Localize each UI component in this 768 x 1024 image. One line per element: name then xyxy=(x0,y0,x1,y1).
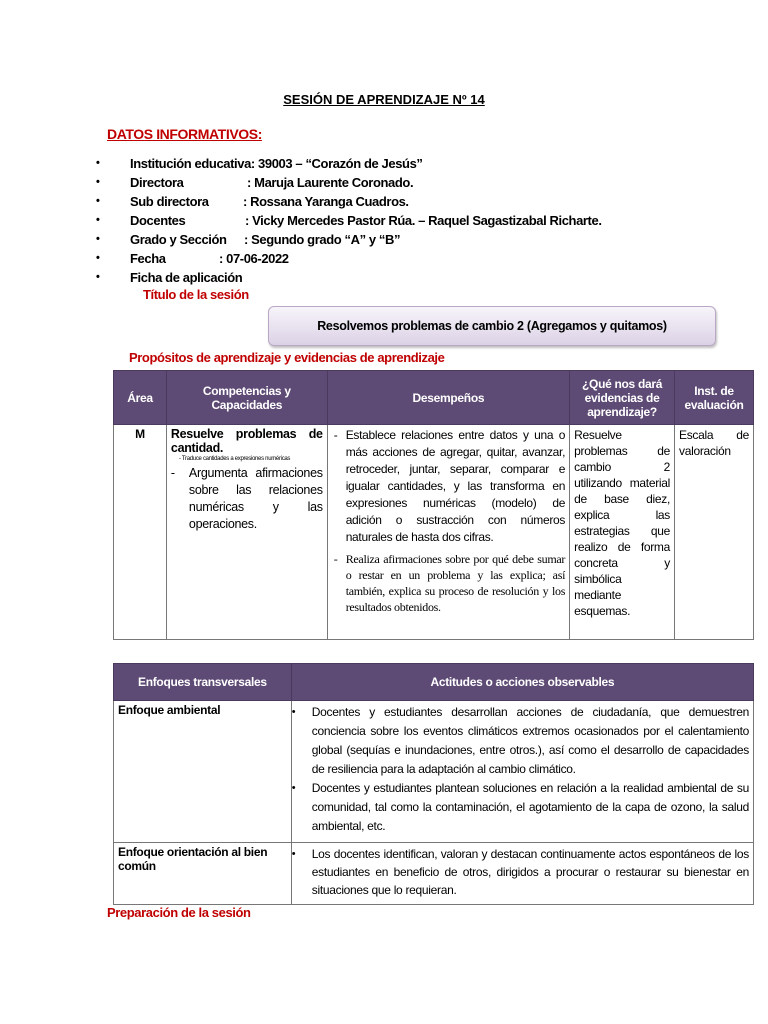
table-row xyxy=(114,425,754,640)
table-header-row xyxy=(114,371,754,425)
bullet-icon: • xyxy=(96,157,100,169)
propositos-heading: Propósitos de aprendizaje y evidencias de aprendizaje xyxy=(129,350,445,365)
desempeno-item: - Realiza afirmaciones sobre por qué debe sumar o restar en un problema y las explica; así también, explica su proceso de resolución y los resultados obtenidos. xyxy=(333,552,566,614)
preparacion-heading: Preparación de la sesión xyxy=(107,905,251,920)
table-row xyxy=(114,843,754,905)
desempenos-cell xyxy=(327,425,569,640)
header-competencias: Competencias y Capacidades xyxy=(166,371,327,425)
capacidad-item: - Argumenta afirmaciones sobre las relaciones numéricas y las operaciones. xyxy=(170,466,323,531)
header-evidencias: ¿Qué nos dará evidencias de aprendizaje? xyxy=(570,371,675,425)
bullet-icon: • xyxy=(291,782,296,794)
instrumento-cell: Escala de valoración xyxy=(675,425,754,640)
bullet-icon: • xyxy=(291,848,296,860)
bullet-icon: • xyxy=(96,233,100,245)
bullet-icon: • xyxy=(96,271,100,283)
capacidad-small-text: - Traduce cantidades a expresiones numéricas xyxy=(178,456,291,462)
actitudes-cell xyxy=(291,701,753,843)
actitud-item: • Docentes y estudiantes desarrollan acciones de ciudadanía, que demuestren conciencia sobre los eventos climáticos extremos ocasionados por el calentamiento global (sequías e inundaciones, entre otros.), así como el desarrollo de capacidades de resiliencia para la adaptación al cambio climático. xyxy=(292,703,749,779)
datos-informativos-heading: DATOS INFORMATIVOS: xyxy=(107,126,262,142)
header-desempenos: Desempeños xyxy=(327,371,569,425)
bullet-icon: • xyxy=(96,176,100,188)
bullet-icon: • xyxy=(291,706,296,718)
header-actitudes: Actitudes o acciones observables xyxy=(291,664,753,701)
header-area: Área xyxy=(114,371,167,425)
competencia-text: Resuelve problemas de cantidad. xyxy=(170,427,323,455)
header-instrumento: Inst. de evaluación xyxy=(675,371,754,425)
actitud-item: • Los docentes identifican, valoran y destacan continuamente actos espontáneos de los estudiantes en beneficio de otros, dirigidos a procurar o restaurar su bienestar en situaciones que lo requieran. xyxy=(291,847,749,897)
titulo-sesion-label: Título de la sesión xyxy=(143,287,249,302)
session-title-box: Resolvemos problemas de cambio 2 (Agregamos y quitamos) xyxy=(268,306,716,346)
bullet-icon: • xyxy=(96,214,100,226)
actitud-item: • Docentes y estudiantes plantean soluciones en relación a la realidad ambiental de su comunidad, tal como la contaminación, el agotamiento de la capa de ozono, la salud ambiental, etc. xyxy=(292,779,749,836)
competencias-cell xyxy=(166,425,327,640)
bullet-icon: • xyxy=(96,195,100,207)
actitudes-cell xyxy=(291,843,753,905)
area-cell: M xyxy=(114,425,167,640)
enfoques-table xyxy=(113,663,754,905)
header-enfoques: Enfoques transversales xyxy=(114,664,292,701)
enfoque-name: Enfoque orientación al bien común xyxy=(114,843,292,905)
session-title-heading: SESIÓN DE APRENDIZAJE Nº 14 xyxy=(283,92,485,107)
table-row xyxy=(114,701,754,843)
enfoque-name: Enfoque ambiental xyxy=(114,701,292,843)
evidencia-cell: Resuelve problemas de cambio 2 utilizando material de base diez, explica las estrategias que realizo de forma concreta y simbólica mediante esquemas. xyxy=(570,425,675,640)
propositos-table xyxy=(113,370,754,640)
table-header-row xyxy=(114,664,754,701)
bullet-icon: • xyxy=(96,252,100,264)
desempeno-item: - Establece relaciones entre datos y una o más acciones de agregar, quitar, avanzar, retroceder, juntar, separar, comparar e igualar cantidades, y las transforma en expresiones numéricas (modelo) de adición o sustracción con números naturales de hasta dos cifras. xyxy=(333,428,566,544)
